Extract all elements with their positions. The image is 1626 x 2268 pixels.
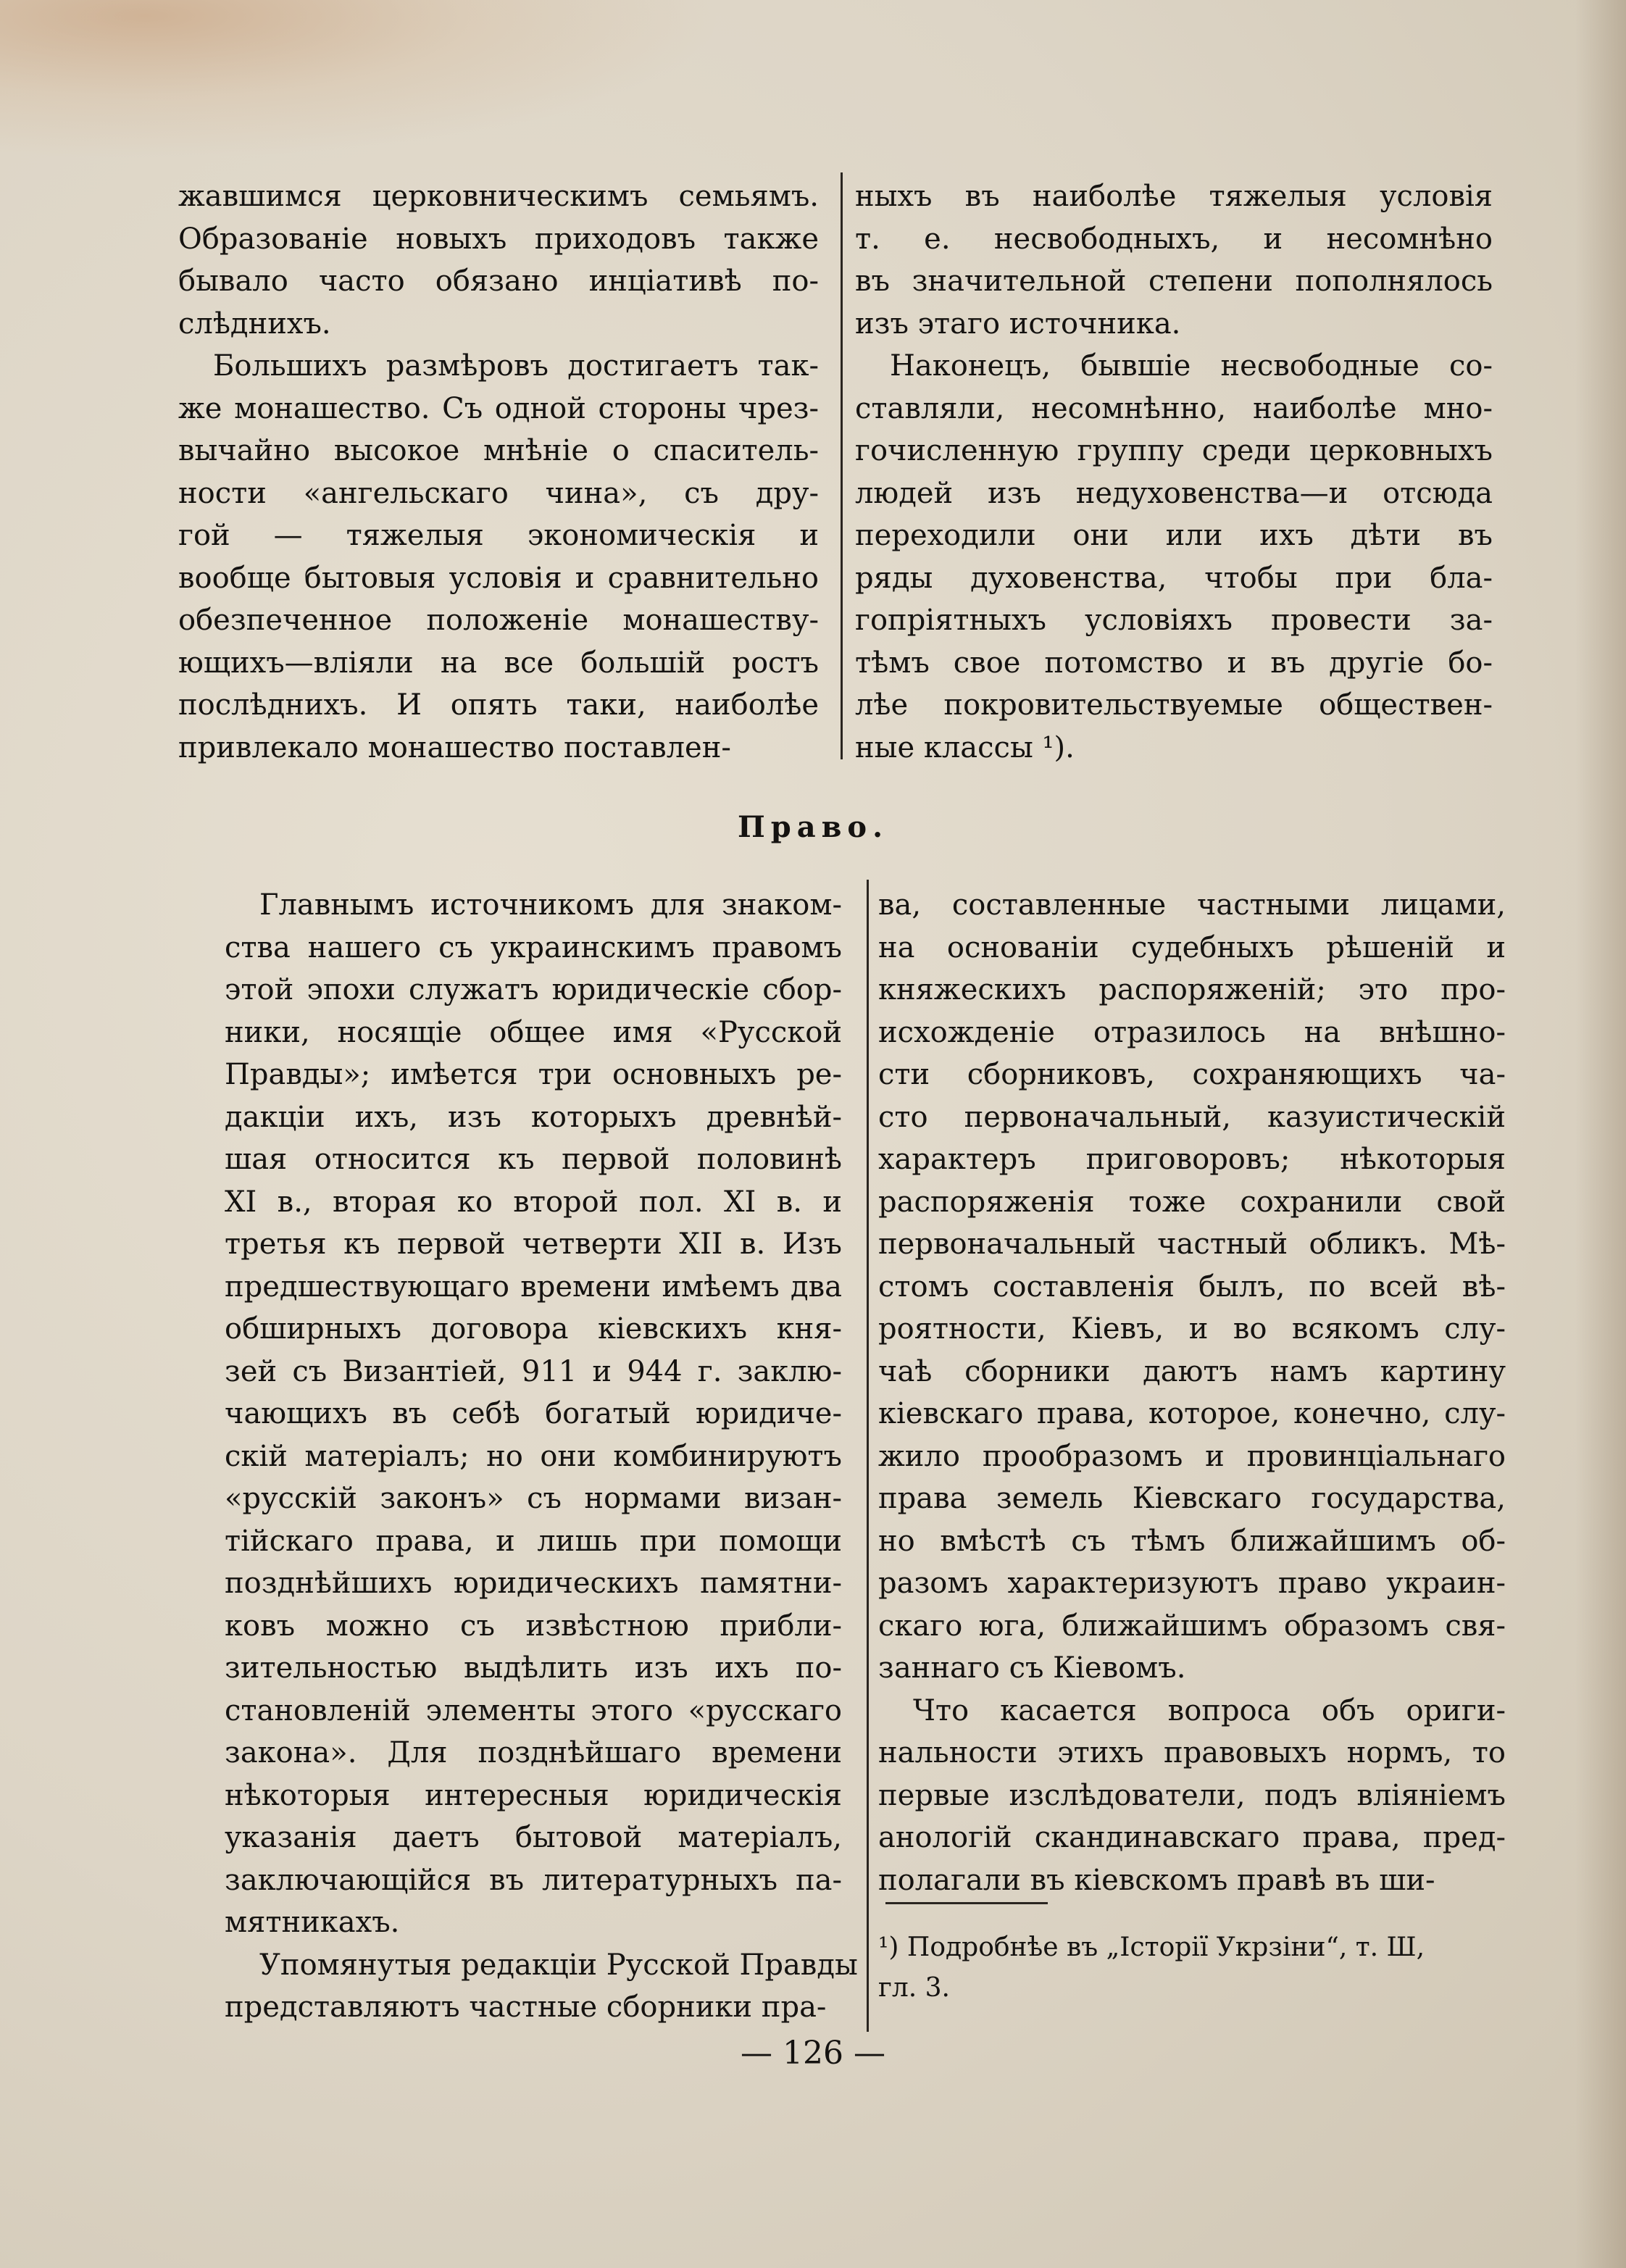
text-line: позднѣйшихъ юридическихъ памятни- [225, 1567, 842, 1600]
text-line: дакціи ихъ, изъ которыхъ древнѣй- [225, 1100, 842, 1134]
text-line: слѣднихъ. [178, 307, 331, 341]
text-line: закона». Для позднѣйшаго времени [225, 1736, 842, 1769]
text-line: обезпеченное положеніе монашеству- [178, 604, 819, 637]
text-line: ники, носящіе общее имя «Русской [225, 1015, 842, 1049]
text-line: мятникахъ. [225, 1906, 400, 1939]
text-line: третья къ первой четверти XII в. Изъ [225, 1227, 842, 1261]
text-line: ва, составленные частными лицами, [878, 888, 1506, 922]
text-line: послѣднихъ. И опять таки, наиболѣе [178, 688, 819, 722]
text-line: ности «ангельскаго чина», съ дру- [178, 476, 819, 510]
text-line: тійскаго права, и лишь при помощи [225, 1524, 842, 1558]
text-line: анологій скандинавскаго права, пред- [878, 1821, 1506, 1854]
text-line: распоряженія тоже сохранили свой [878, 1185, 1506, 1219]
text-line: бывало часто обязано инціативѣ по- [178, 264, 819, 298]
footnote-line: гл. 3. [878, 1973, 950, 2003]
text-line: ные классы ¹). [855, 730, 1075, 764]
text-line: скій матеріалъ; но они комбинируютъ [225, 1439, 842, 1473]
text-line: кіевскаго права, которое, конечно, слу- [878, 1397, 1506, 1430]
text-line: Большихъ размѣровъ достигаетъ так- [213, 349, 819, 383]
text-line: княжескихъ распоряженій; это про- [878, 973, 1506, 1006]
text-line: ющихъ—вліяли на все большій ростъ [178, 646, 819, 680]
text-line: заннаго съ Кіевомъ. [878, 1651, 1186, 1685]
text-line: чаѣ сборники даютъ намъ картину [878, 1354, 1506, 1388]
text-line: ковъ можно съ извѣстною прибли- [225, 1609, 842, 1643]
page-stain [0, 0, 725, 159]
text-line: зей съ Византіей, 911 и 944 г. заклю- [225, 1354, 842, 1388]
text-line: шая относится къ первой половинѣ [225, 1143, 842, 1176]
text-line: первые изслѣдователи, подъ вліяніемъ [878, 1778, 1506, 1812]
section-heading: Право. [737, 810, 889, 844]
bottom-right-column [878, 884, 1506, 1901]
text-line: Наконецъ, бывшіе несвободные со- [890, 349, 1493, 383]
text-line: переходили они или ихъ дѣти въ [855, 519, 1493, 552]
text-line: Образованіе новыхъ приходовъ также [178, 222, 819, 256]
text-line: Главнымъ источникомъ для знаком- [259, 888, 842, 922]
text-line: людей изъ недуховенства—и отсюда [855, 476, 1493, 510]
text-line: «русскій законъ» съ нормами визан- [225, 1482, 842, 1515]
text-line: зительностью выдѣлить изъ ихъ по- [225, 1651, 842, 1685]
bottom-left-column [225, 884, 858, 2029]
text-line: скаго юга, ближайшимъ образомъ свя- [878, 1609, 1506, 1643]
text-line: вычайно высокое мнѣніе о спаситель- [178, 434, 819, 467]
text-line: предшествующаго времени имѣемъ два [225, 1270, 842, 1304]
top-right-column [855, 175, 1493, 769]
text-line: гопріятныхъ условіяхъ провести за- [855, 604, 1493, 637]
text-line: права земель Кіевскаго государства, [878, 1482, 1506, 1515]
text-line: этой эпохи служатъ юридическіе сбор- [225, 973, 842, 1006]
text-line: стомъ составленія былъ, по всей вѣ- [878, 1270, 1506, 1304]
text-line: роятности, Кіевъ, и во всякомъ слу- [878, 1312, 1506, 1346]
text-line: разомъ характеризуютъ право украин- [878, 1567, 1506, 1600]
text-line: же монашество. Съ одной стороны чрез- [178, 391, 819, 425]
text-line: лѣе покровительствуемые обществен- [855, 688, 1493, 722]
footnote-line: ¹) Подробнѣе въ „Історії Укрзіни“, т. Ш, [878, 1933, 1425, 1962]
text-line: заключающійся въ литературныхъ па- [225, 1863, 842, 1897]
footnote-rule [885, 1902, 1048, 1904]
text-line: вообще бытовыя условія и сравнительно [178, 561, 819, 595]
page-edge-shadow [1575, 0, 1626, 2268]
text-line: чающихъ въ себѣ богатый юридиче- [225, 1397, 842, 1430]
text-line: становленій элементы этого «русскаго [225, 1693, 842, 1727]
bottom-column-divider [867, 880, 869, 2032]
top-column-divider [841, 172, 843, 759]
top-left-column [178, 175, 819, 769]
page-number: — 126 — [741, 2035, 885, 2072]
text-line: т. е. несвободныхъ, и несомнѣно [855, 222, 1493, 256]
text-line: ряды духовенства, чтобы при бла- [855, 561, 1493, 595]
text-line: полагали въ кіевскомъ правѣ въ ши- [878, 1863, 1435, 1897]
text-line: но вмѣстѣ съ тѣмъ ближайшимъ об- [878, 1524, 1506, 1558]
text-line: исхожденіе отразилось на внѣшно- [878, 1015, 1506, 1049]
text-line: тѣмъ свое потомство и въ другіе бо- [855, 646, 1493, 680]
text-line: представляютъ частные сборники пра- [225, 1990, 827, 2024]
text-line: Что касается вопроса объ ориги- [913, 1693, 1506, 1727]
text-line: ныхъ въ наиболѣе тяжелыя условія [855, 180, 1493, 213]
text-line: Правды»; имѣется три основныхъ ре- [225, 1058, 842, 1091]
text-line: нѣкоторыя интересныя юридическія [225, 1778, 842, 1812]
text-line: изъ этаго источника. [855, 307, 1181, 341]
text-line: ства нашего съ украинскимъ правомъ [225, 930, 842, 964]
text-line: первоначальный частный обликъ. Мѣ- [878, 1227, 1506, 1261]
text-line: указанія даетъ бытовой матеріалъ, [225, 1821, 842, 1854]
text-line: нальности этихъ правовыхъ нормъ, то [878, 1736, 1506, 1769]
text-line: обширныхъ договора кіевскихъ кня- [225, 1312, 842, 1346]
text-line: привлекало монашество поставлен- [178, 730, 731, 764]
text-line: Упомянутыя редакціи Русской Правды [259, 1948, 858, 1982]
text-line: характеръ приговоровъ; нѣкоторыя [878, 1143, 1506, 1176]
text-line: жило прообразомъ и провинціальнаго [878, 1439, 1506, 1473]
text-line: гой — тяжелыя экономическія и [178, 519, 819, 552]
text-line: въ значительной степени пополнялось [855, 264, 1493, 298]
text-line: ставляли, несомнѣнно, наиболѣе мно- [855, 391, 1493, 425]
text-line: гочисленную группу среди церковныхъ [855, 434, 1493, 467]
text-line: жавшимся церковническимъ семьямъ. [178, 180, 819, 213]
footnote [878, 1927, 1516, 2009]
text-line: сти сборниковъ, сохраняющихъ ча- [878, 1058, 1506, 1091]
text-line: сто первоначальный, казуистическій [878, 1100, 1506, 1134]
text-line: на основаніи судебныхъ рѣшеній и [878, 930, 1506, 964]
text-line: XI в., вторая ко второй пол. XI в. и [225, 1185, 842, 1219]
